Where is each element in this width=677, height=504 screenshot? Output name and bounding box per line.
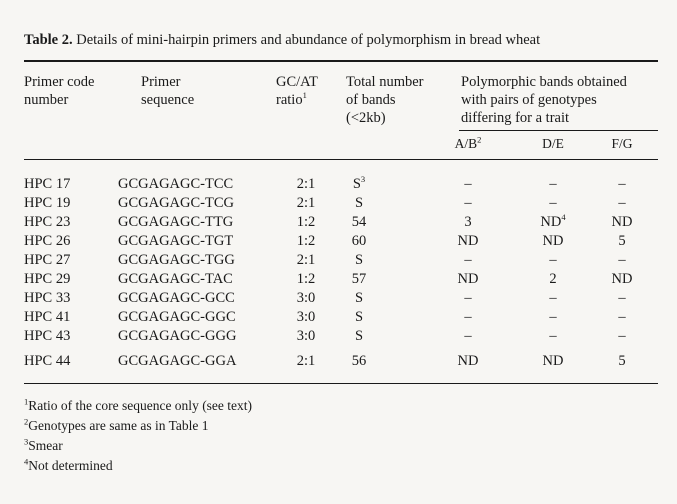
- footnote-mark: 1: [24, 396, 29, 407]
- table-row: [0, 252, 677, 270]
- cell-de: [528, 214, 578, 231]
- cell-sequence: GCGAGAGC-TAC: [118, 271, 233, 287]
- header-bands-line3: (<2kb): [346, 110, 386, 126]
- cell-ab-value: ND: [457, 353, 479, 369]
- cell-fg: –: [618, 309, 626, 325]
- header-poly-line3: differing for a trait: [461, 110, 570, 126]
- cell-ratio: 3:0: [296, 328, 316, 344]
- header-seq-line1: Primer: [141, 74, 181, 90]
- cell-ab: [443, 353, 493, 370]
- footnote: [24, 418, 209, 434]
- subheader-ab-text: A/B: [454, 136, 478, 151]
- cell-bands: [334, 353, 384, 370]
- header-ratio-text: ratio: [276, 92, 303, 108]
- cell-ab: [443, 195, 493, 212]
- cell-sequence: GCGAGAGC-TCG: [118, 195, 234, 211]
- header-ratio-line2: [276, 91, 318, 109]
- subheader-fg: F/G: [611, 136, 633, 151]
- cell-code: HPC 17: [24, 176, 71, 192]
- cell-bands: [334, 271, 384, 288]
- cell-ratio: 1:2: [296, 233, 316, 249]
- cell-code: HPC 29: [24, 271, 71, 287]
- cell-bands-value: 57: [351, 271, 367, 287]
- cell-sequence: GCGAGAGC-TCC: [118, 176, 234, 192]
- cell-ab-value: –: [464, 328, 472, 344]
- cell-ab-value: 3: [464, 214, 472, 230]
- cell-code: HPC 19: [24, 195, 71, 211]
- cell-ratio: 3:0: [296, 290, 316, 306]
- header-ratio: [276, 73, 318, 109]
- table-row: [0, 176, 677, 194]
- cell-bands: [334, 309, 384, 326]
- top-rule: [24, 60, 658, 62]
- cell-de: [528, 309, 578, 326]
- footnote-mark: 2: [24, 416, 29, 427]
- cell-ab-value: –: [464, 309, 472, 325]
- cell-ab: [443, 328, 493, 345]
- table-caption: [24, 32, 540, 49]
- cell-de: [528, 353, 578, 370]
- cell-bands: [334, 252, 384, 269]
- cell-sequence: GCGAGAGC-TGT: [118, 233, 234, 249]
- cell-de-value: 2: [549, 271, 557, 287]
- cell-de-value: –: [549, 290, 557, 306]
- cell-sequence: GCGAGAGC-TGG: [118, 252, 235, 268]
- table-row: [0, 271, 677, 289]
- cell-ab-value: –: [464, 252, 472, 268]
- caption-text: Details of mini-hairpin primers and abundance of polymorphism in bread wheat: [76, 32, 541, 48]
- cell-fg: –: [618, 195, 626, 211]
- cell-ratio: 2:1: [296, 252, 316, 268]
- cell-ratio: 3:0: [296, 309, 316, 325]
- subheader-de: D/E: [542, 136, 564, 151]
- cell-ab: [443, 252, 493, 269]
- cell-code: HPC 33: [24, 290, 71, 306]
- footnote-text: Ratio of the core sequence only (see text): [28, 398, 253, 413]
- header-sequence: [141, 73, 194, 109]
- cell-bands-value: S: [354, 252, 364, 268]
- footnote-text: Genotypes are same as in Table 1: [28, 418, 209, 433]
- cell-ratio: 2:1: [296, 353, 316, 369]
- cell-de-value: –: [549, 252, 557, 268]
- cell-bands: [334, 328, 384, 345]
- footnote-mark: 3: [24, 436, 29, 447]
- table-row: [0, 328, 677, 346]
- header-poly-line2: with pairs of genotypes: [461, 92, 597, 108]
- cell-bands-value: 56: [351, 353, 367, 369]
- cell-ratio: 2:1: [296, 176, 316, 192]
- cell-de-value: –: [549, 195, 557, 211]
- cell-fg: 5: [618, 353, 626, 369]
- cell-de: [528, 195, 578, 212]
- cell-fg: –: [618, 328, 626, 344]
- cell-de-value: ND: [540, 214, 562, 230]
- cell-ab-value: ND: [457, 233, 479, 249]
- table-row: [0, 309, 677, 327]
- cell-de: [528, 271, 578, 288]
- header-bottom-rule: [24, 159, 658, 160]
- table-row: [0, 290, 677, 308]
- cell-sequence: GCGAGAGC-GGC: [118, 309, 236, 325]
- header-ratio-line1: GC/AT: [276, 74, 318, 90]
- cell-sequence: GCGAGAGC-GGG: [118, 328, 237, 344]
- cell-fg: –: [618, 290, 626, 306]
- cell-de-value: ND: [542, 233, 564, 249]
- footnote: [24, 458, 113, 474]
- footnote-text: Not determined: [28, 458, 113, 473]
- footnote-mark: 1: [302, 90, 307, 101]
- header-poly-line1: Polymorphic bands obtained: [461, 74, 627, 90]
- cell-ratio: 1:2: [296, 271, 316, 287]
- cell-ab: [443, 290, 493, 307]
- cell-bands: [334, 195, 384, 212]
- header-bands: [346, 73, 424, 127]
- subheader-rule: [459, 130, 658, 131]
- cell-de-value: –: [549, 328, 557, 344]
- header-polymorphic: [461, 73, 627, 127]
- cell-sequence: GCGAGAGC-TTG: [118, 214, 234, 230]
- cell-code: HPC 23: [24, 214, 71, 230]
- cell-fg: ND: [611, 214, 633, 230]
- footnote: [24, 398, 252, 414]
- cell-bands: [334, 214, 384, 231]
- cell-ab: [443, 309, 493, 326]
- subheader-ab: [443, 136, 493, 152]
- table-row: [0, 195, 677, 213]
- cell-de-value: –: [549, 176, 557, 192]
- cell-ratio: 2:1: [296, 195, 316, 211]
- cell-ab: [443, 233, 493, 250]
- cell-bands-value: S: [354, 195, 364, 211]
- footnote-mark: 2: [477, 134, 482, 145]
- cell-code: HPC 27: [24, 252, 71, 268]
- cell-ab-value: –: [464, 176, 472, 192]
- cell-bands-value: 54: [351, 214, 367, 230]
- cell-bands: [334, 233, 384, 250]
- footnote-mark: 3: [360, 174, 366, 185]
- cell-bands-value: 60: [351, 233, 367, 249]
- cell-de: [528, 176, 578, 193]
- cell-bands-value: S: [354, 290, 364, 306]
- cell-fg: ND: [611, 271, 633, 287]
- cell-sequence: GCGAGAGC-GGA: [118, 353, 237, 369]
- header-code-line2: number: [24, 92, 69, 108]
- cell-bands: [334, 290, 384, 307]
- caption-label: Table 2.: [24, 32, 73, 48]
- header-code-line1: Primer code: [24, 74, 95, 90]
- table-row: [0, 214, 677, 232]
- cell-fg: 5: [618, 233, 626, 249]
- header-bands-line2: of bands: [346, 92, 396, 108]
- cell-ab-value: ND: [457, 271, 479, 287]
- cell-code: HPC 41: [24, 309, 71, 325]
- cell-code: HPC 26: [24, 233, 71, 249]
- cell-ab-value: –: [464, 290, 472, 306]
- cell-bands-value: S: [354, 328, 364, 344]
- cell-de: [528, 328, 578, 345]
- cell-fg: –: [618, 176, 626, 192]
- cell-de-value: ND: [542, 353, 564, 369]
- cell-de: [528, 233, 578, 250]
- cell-de: [528, 290, 578, 307]
- header-seq-line2: sequence: [141, 92, 195, 108]
- cell-fg: –: [618, 252, 626, 268]
- table-row: [0, 233, 677, 251]
- cell-ab: [443, 176, 493, 193]
- cell-ab: [443, 271, 493, 288]
- cell-de-value: –: [549, 309, 557, 325]
- footnote-text: Smear: [28, 438, 63, 453]
- cell-code: HPC 43: [24, 328, 71, 344]
- cell-ratio: 1:2: [296, 214, 316, 230]
- cell-ab-value: –: [464, 195, 472, 211]
- footnote: [24, 438, 63, 454]
- cell-code: HPC 44: [24, 353, 71, 369]
- header-code: [24, 73, 94, 109]
- cell-bands: [334, 176, 384, 193]
- bottom-rule: [24, 383, 658, 384]
- table-row: [0, 353, 677, 371]
- cell-de: [528, 252, 578, 269]
- cell-bands-value: S: [352, 176, 361, 192]
- footnote-mark: 4: [561, 212, 566, 223]
- cell-ab: [443, 214, 493, 231]
- cell-bands-value: S: [354, 309, 364, 325]
- cell-sequence: GCGAGAGC-GCC: [118, 290, 235, 306]
- header-bands-line1: Total number: [346, 74, 424, 90]
- footnote-mark: 4: [24, 456, 29, 467]
